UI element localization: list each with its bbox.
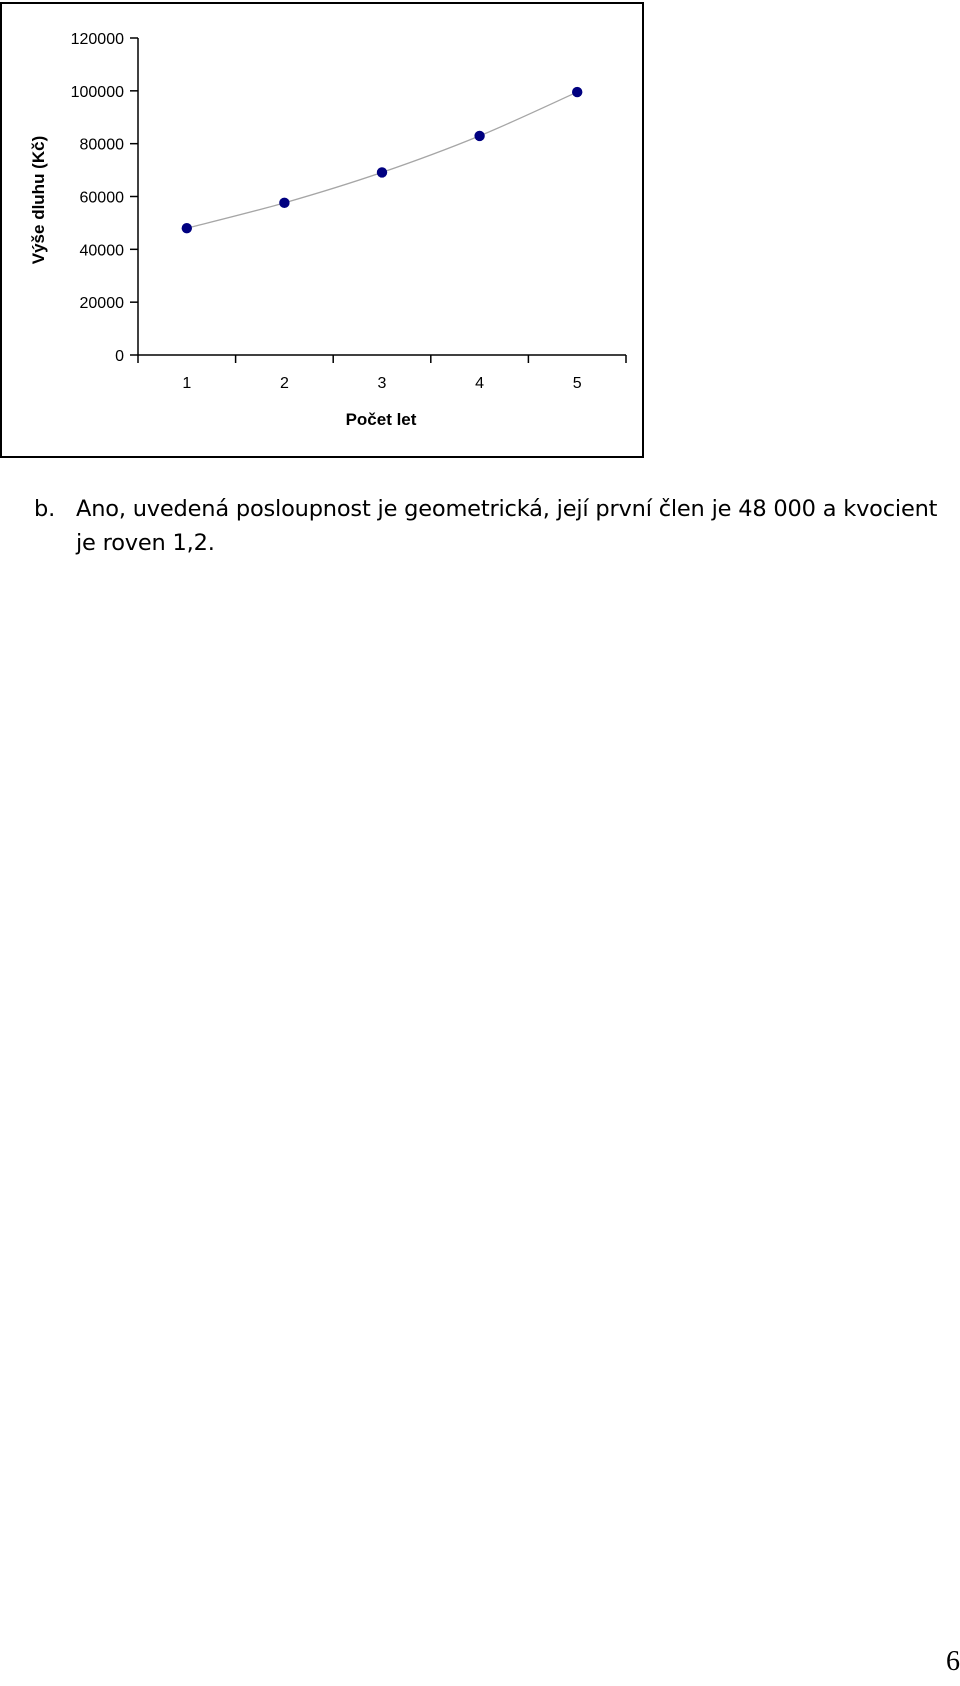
y-tick-label: 60000 (79, 189, 124, 207)
y-tick-label: 20000 (79, 295, 124, 313)
y-tick-label: 0 (115, 348, 124, 365)
x-tick-label: 2 (279, 375, 289, 392)
list-marker: b. (34, 496, 56, 522)
y-axis-title: Výše dluhu (Kč) (29, 135, 48, 265)
x-tick-label: 4 (475, 375, 485, 392)
y-tick-label: 100000 (70, 83, 124, 101)
answer-sentence: Ano, uvedená posloupnost je geometrická, její první člen je 48 000 a kvocient (76, 496, 938, 522)
chart-canvas (0, 0, 644, 458)
page-number: 6 (946, 1646, 960, 1677)
debt-chart (0, 0, 644, 458)
answer-line-1 (34, 492, 960, 526)
data-point (279, 198, 289, 208)
data-point (474, 131, 484, 141)
data-point (377, 167, 387, 177)
y-tick-label: 80000 (79, 136, 124, 154)
data-point (182, 223, 192, 233)
chart-border (1, 3, 643, 457)
x-tick-label: 3 (377, 375, 387, 392)
y-tick-label: 40000 (79, 242, 124, 260)
answer-text (34, 492, 960, 560)
data-point (572, 87, 582, 97)
answer-line-2: je roven 1,2. (76, 530, 215, 556)
y-tick-label: 120000 (70, 31, 124, 48)
x-axis-title: Počet let (345, 410, 417, 429)
x-tick-label: 5 (572, 375, 582, 392)
x-tick-label: 1 (182, 375, 192, 392)
